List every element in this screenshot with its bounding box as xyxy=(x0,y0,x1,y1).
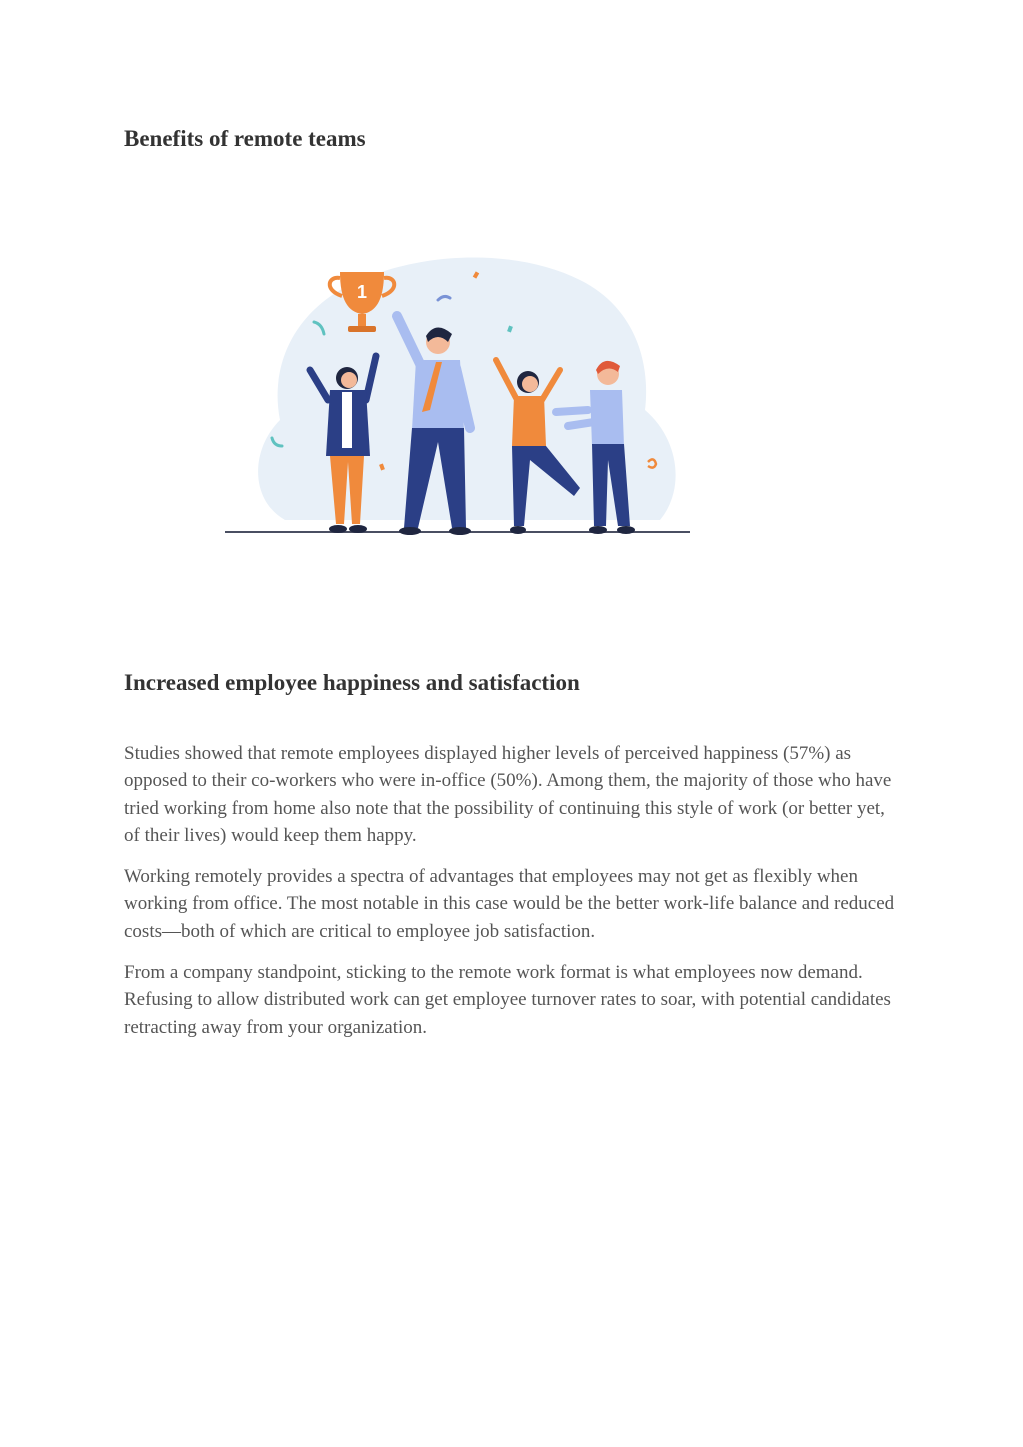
trophy-number: 1 xyxy=(356,282,368,302)
body-text xyxy=(124,740,904,1055)
team-celebration-illustration xyxy=(190,250,730,540)
paragraph: From a company standpoint, sticking to the remote work format is what employees now demand. Refusing to allow distributed work can get employee turnover rates to soar, with potential candidates retracting away from your organization. xyxy=(124,962,891,1038)
paragraph: Studies showed that remote employees displayed higher levels of perceived happiness (57%) as opposed to their co-workers who were in-office (50%). Among them, the majority of those who have tried working from home also note that the possibility of continuing this style of work (or better yet, of their lives) would keep them happy. xyxy=(124,743,892,846)
section-heading: Increased employee happiness and satisfaction xyxy=(124,670,580,695)
paragraph: Working remotely provides a spectra of advantages that employees may not get as flexibly when working from office. The most notable in this case would be the better work-life balance and reduced costs—both of which are critical to employee job satisfaction. xyxy=(124,866,895,942)
page-title: Benefits of remote teams xyxy=(124,126,366,151)
